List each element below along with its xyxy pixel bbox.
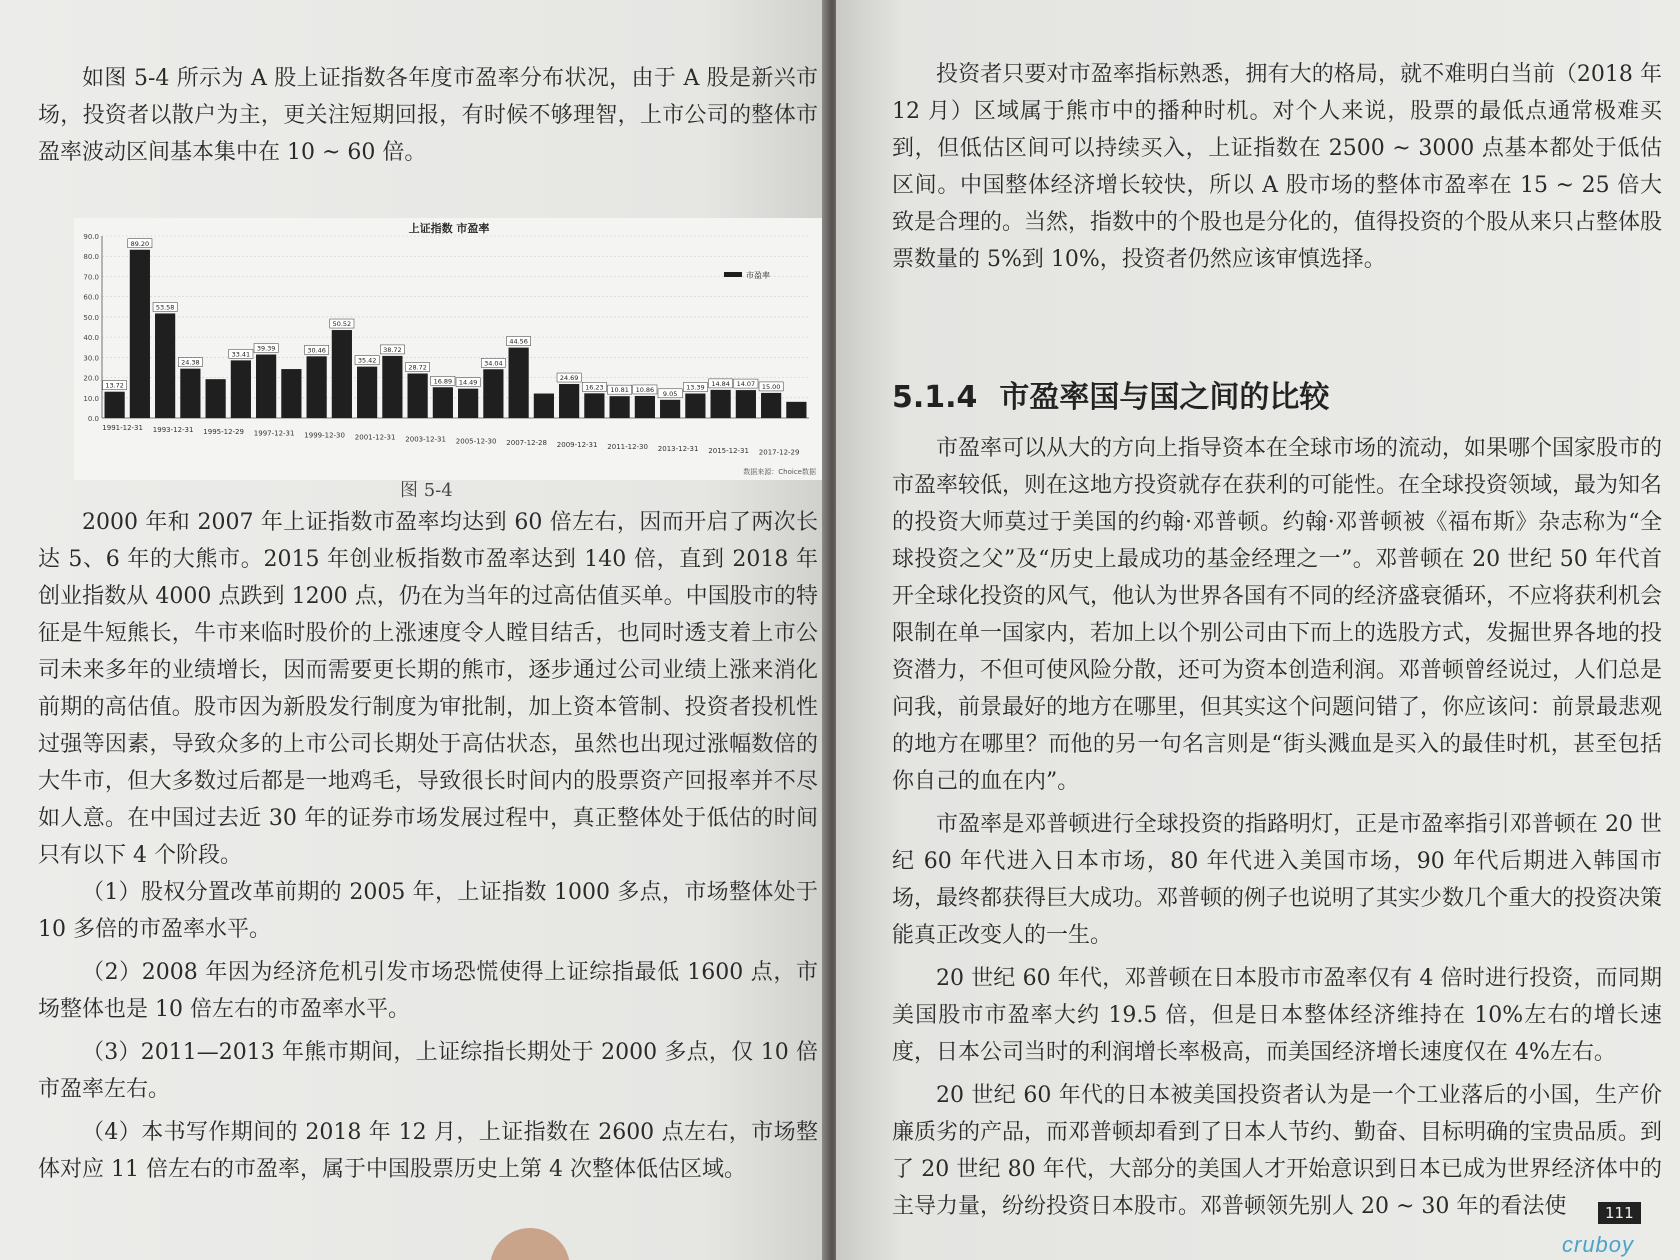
x-tick-label: 1995-12-29 — [203, 427, 244, 436]
data-label: 33.41 — [231, 350, 251, 359]
body-paragraph: 2000 年和 2007 年上证指数市盈率均达到 60 倍左右，因而开启了两次长达 5、6 年的大熊市。2015 年创业板指数市盈率达到 140 倍，直到 2018 年创业指数从 4000 点跌到 1200 点，仍在为当年的过高估值买单。中国股市的特征是牛短熊长，牛市来临时股价的上涨速度令人瞠目结舌，也同时透支着上市公司未来多年的业绩增长，因而需要更长期的熊市，逐步通过公司业绩上涨来消化前期的高估值。股市因为新股发行制度为审批制，加上资本管制、投资者投机性过强等因素，导致众多的上市公司长期处于高估状态，虽然也出现过涨幅数倍的大牛市，但大多数过后都是一地鸡毛，导致很长时间内的股票资产回报率并不尽如人意。在中国过去近 30 年的证券市场发展过程中，真正整体处于低估的时间只有以下 4 个阶段。 — [38, 510, 818, 868]
right-body-block — [892, 430, 1662, 1225]
left-body-block — [38, 504, 818, 1194]
source-note: 数据来源：Choice数据 — [743, 468, 816, 476]
section-title: 市盈率国与国之间的比较 — [999, 380, 1330, 415]
data-label: 15.00 — [761, 382, 781, 391]
data-label: 89.20 — [130, 239, 150, 248]
bar — [534, 394, 554, 418]
bar — [307, 356, 327, 418]
list-item: （1）股权分置改革前期的 2005 年，上证指数 1000 多点，市场整体处于 10 多倍的市盈率水平。 — [38, 880, 818, 942]
y-tick-label: 20.0 — [83, 374, 99, 383]
x-tick-label: 2003-12-31 — [405, 435, 446, 444]
bar — [685, 394, 705, 418]
right-paragraph-3: 市盈率是邓普顿进行全球投资的指路明灯，正是市盈率指引邓普顿在 20 世纪 60 年代进入日本市场，80 年代进入美国市场，90 年代后期进入韩国市场，最终都获得巨大成功。邓普顿的例子也说明了其实少数几个重大的投资决策能真正改变人的一生。 — [892, 812, 1663, 948]
bar — [660, 400, 680, 418]
data-label: 34.04 — [484, 359, 503, 368]
x-tick-label: 2007-12-28 — [506, 439, 547, 448]
y-tick-label: 90.0 — [83, 233, 99, 241]
intro-paragraph: 如图 5-4 所示为 A 股上证指数各年度市盈率分布状况，由于 A 股是新兴市场，投资者以散户为主，更关注短期回报，有时候不够理智，上市公司的整体市盈率波动区间基本集中在 10 ~ 60 倍。 — [38, 66, 818, 165]
bar — [231, 360, 251, 418]
right-paragraph-2: 市盈率可以从大的方向上指导资本在全球市场的流动，如果哪个国家股市的市盈率较低，则在这地方投资就存在获利的可能性。在全球投资领域，最为知名的投资大师莫过于美国的约翰·邓普顿。约翰·邓普顿被《福布斯》杂志称为“全球投资之父”及“历史上最成功的基金经理之一”。邓普顿在 20 世纪 50 年代首开全球化投资的风气，他认为世界各国有不同的经济盛衰循环，不应将获利机会限制在单一国家内，若加上以个别公司由下而上的选股方式，发掘世界各地的投资潜力，不但可使风险分散，还可为资本创造利润。邓普顿曾经说过，人们总是问我，前景最好的地方在哪里，但其实这个问题问错了，你应该问：前景最悲观的地方在哪里？而他的另一句名言则是“街头溅血是买入的最佳时机，甚至包括你自己的血在内”。 — [892, 436, 1663, 794]
right-page — [836, 0, 1680, 1260]
data-label: 16.23 — [585, 383, 604, 392]
bar — [332, 330, 352, 418]
list-item: （2）2008 年因为经济危机引发市场恐慌使得上证综指最低 1600 点，市场整体也是 10 倍左右的市盈率水平。 — [38, 960, 818, 1022]
data-label: 9.05 — [662, 389, 678, 398]
data-label: 10.81 — [610, 386, 629, 395]
data-label: 53.58 — [155, 303, 175, 312]
data-label: 28.72 — [408, 363, 427, 372]
x-tick-label: 2011-12-30 — [607, 443, 648, 451]
right-paragraph-1: 投资者只要对市盈率指标熟悉，拥有大的格局，就不难明白当前（2018 年 12 月）区域属于熊市中的播种时机。对个人来说，股票的最低点通常极难买到，但低估区间可以持续买入，上证指数在 2500 ~ 3000 点基本都处于低估区间。中国整体经济增长较快，所以 A 股市场的整体市盈率在 15 ~ 25 倍大致是合理的。当然，指数中的个股也是分化的，值得投资的个股从来只占整体股票数量的 5%到 10%，投资者仍然应该审慎选择。 — [892, 62, 1663, 272]
bar — [559, 384, 579, 418]
data-label: 10.86 — [635, 385, 655, 394]
data-label: 14.84 — [711, 379, 730, 388]
bar — [433, 387, 453, 418]
bar — [281, 369, 301, 418]
chart-title: 上证指数 市盈率 — [408, 222, 490, 235]
bar — [584, 393, 604, 418]
bar — [408, 374, 428, 418]
y-tick-label: 70.0 — [83, 273, 99, 282]
data-label: 16.89 — [433, 377, 453, 386]
x-tick-label: 2009-12-31 — [556, 441, 598, 450]
figure-caption: 图 5-4 — [400, 480, 453, 501]
data-label: 13.72 — [105, 381, 124, 390]
y-tick-label: 50.0 — [83, 313, 99, 322]
y-tick-label: 30.0 — [83, 354, 99, 363]
data-label: 24.38 — [181, 358, 200, 367]
data-label: 35.42 — [357, 356, 377, 365]
bar — [786, 402, 806, 418]
y-tick-label: 80.0 — [83, 253, 99, 262]
x-tick-label: 2005-12-30 — [455, 437, 497, 446]
bar — [357, 367, 377, 418]
bar — [458, 389, 478, 418]
data-label: 38.72 — [383, 345, 402, 354]
data-label: 24.69 — [559, 374, 579, 383]
data-label: 14.49 — [458, 378, 478, 387]
legend-label: 市盈率 — [746, 271, 770, 280]
y-tick-label: 10.0 — [83, 394, 99, 403]
list-item: （4）本书写作期间的 2018 年 12 月，上证指数在 2600 点左右，市场整体对应 11 倍左右的市盈率，属于中国股票历史上第 4 次整体低估区域。 — [38, 1120, 818, 1182]
right-paragraph-5: 20 世纪 60 年代的日本被美国投资者认为是一个工业落后的小国，生产价廉质劣的产品，而邓普顿却看到了日本人节约、勤奋、目标明确的宝贵品质。到了 20 世纪 80 年代，大部分的美国人才开始意识到日本已成为世界经济体中的主导力量，纷纷投资日本股市。邓普顿领先别人 20 ~ 30 年的看法使 — [892, 1083, 1663, 1219]
data-label: 39.39 — [256, 344, 276, 353]
bar — [130, 250, 150, 418]
x-tick-label: 2013-12-31 — [657, 444, 699, 453]
x-tick-label: 2017-12-29 — [758, 448, 800, 457]
x-tick-label: 1997-12-31 — [253, 429, 295, 438]
watermark: cruboy — [1562, 1232, 1635, 1257]
left-intro-block — [38, 60, 818, 171]
bar — [105, 392, 125, 418]
bar — [483, 369, 503, 418]
data-label: 14.07 — [736, 380, 756, 389]
legend-swatch — [724, 272, 742, 277]
data-label: 44.56 — [509, 337, 528, 346]
y-tick-label: 40.0 — [83, 334, 99, 343]
x-tick-label: 1993-12-31 — [152, 425, 194, 434]
left-page — [0, 0, 828, 1260]
bar — [206, 379, 226, 418]
list-item: （3）2011—2013 年熊市期间，上证综指长期处于 2000 多点，仅 10 倍市盈率左右。 — [38, 1040, 818, 1102]
section-number: 5.1.4 — [892, 380, 978, 415]
section-heading — [892, 372, 1329, 416]
bar — [509, 348, 529, 418]
data-label: 30.46 — [307, 346, 326, 355]
thumb — [490, 1228, 570, 1260]
x-tick-label: 2015-12-31 — [708, 446, 749, 455]
bar — [736, 390, 756, 418]
right-paragraph-4: 20 世纪 60 年代，邓普顿在日本股市市盈率仅有 4 倍时进行投资，而同期美国股市市盈率大约 19.5 倍，但是日本整体经济维持在 10%左右的增长速度，日本公司当时的利润增长率极高，而美国经济增长速度仅在 4%左右。 — [892, 966, 1662, 1065]
bar — [382, 356, 402, 418]
y-tick-label: 0.0 — [87, 415, 99, 423]
x-tick-label: 1991-12-31 — [102, 424, 143, 432]
bar — [155, 313, 175, 418]
bar — [180, 369, 200, 418]
data-label: 13.39 — [686, 383, 705, 392]
bar — [610, 396, 630, 418]
x-tick-label: 1999-12-30 — [304, 431, 345, 440]
y-tick-label: 60.0 — [83, 293, 99, 302]
bar — [635, 396, 655, 418]
right-top-block — [892, 56, 1662, 278]
pe-ratio-chart — [74, 218, 824, 480]
data-label: 50.52 — [332, 320, 352, 329]
page-number: 111 — [1598, 1202, 1641, 1224]
bar — [711, 390, 731, 418]
x-tick-label: 2001-12-31 — [354, 433, 396, 442]
bar — [256, 355, 276, 418]
figure-5-4 — [74, 218, 824, 480]
bar — [761, 393, 781, 418]
